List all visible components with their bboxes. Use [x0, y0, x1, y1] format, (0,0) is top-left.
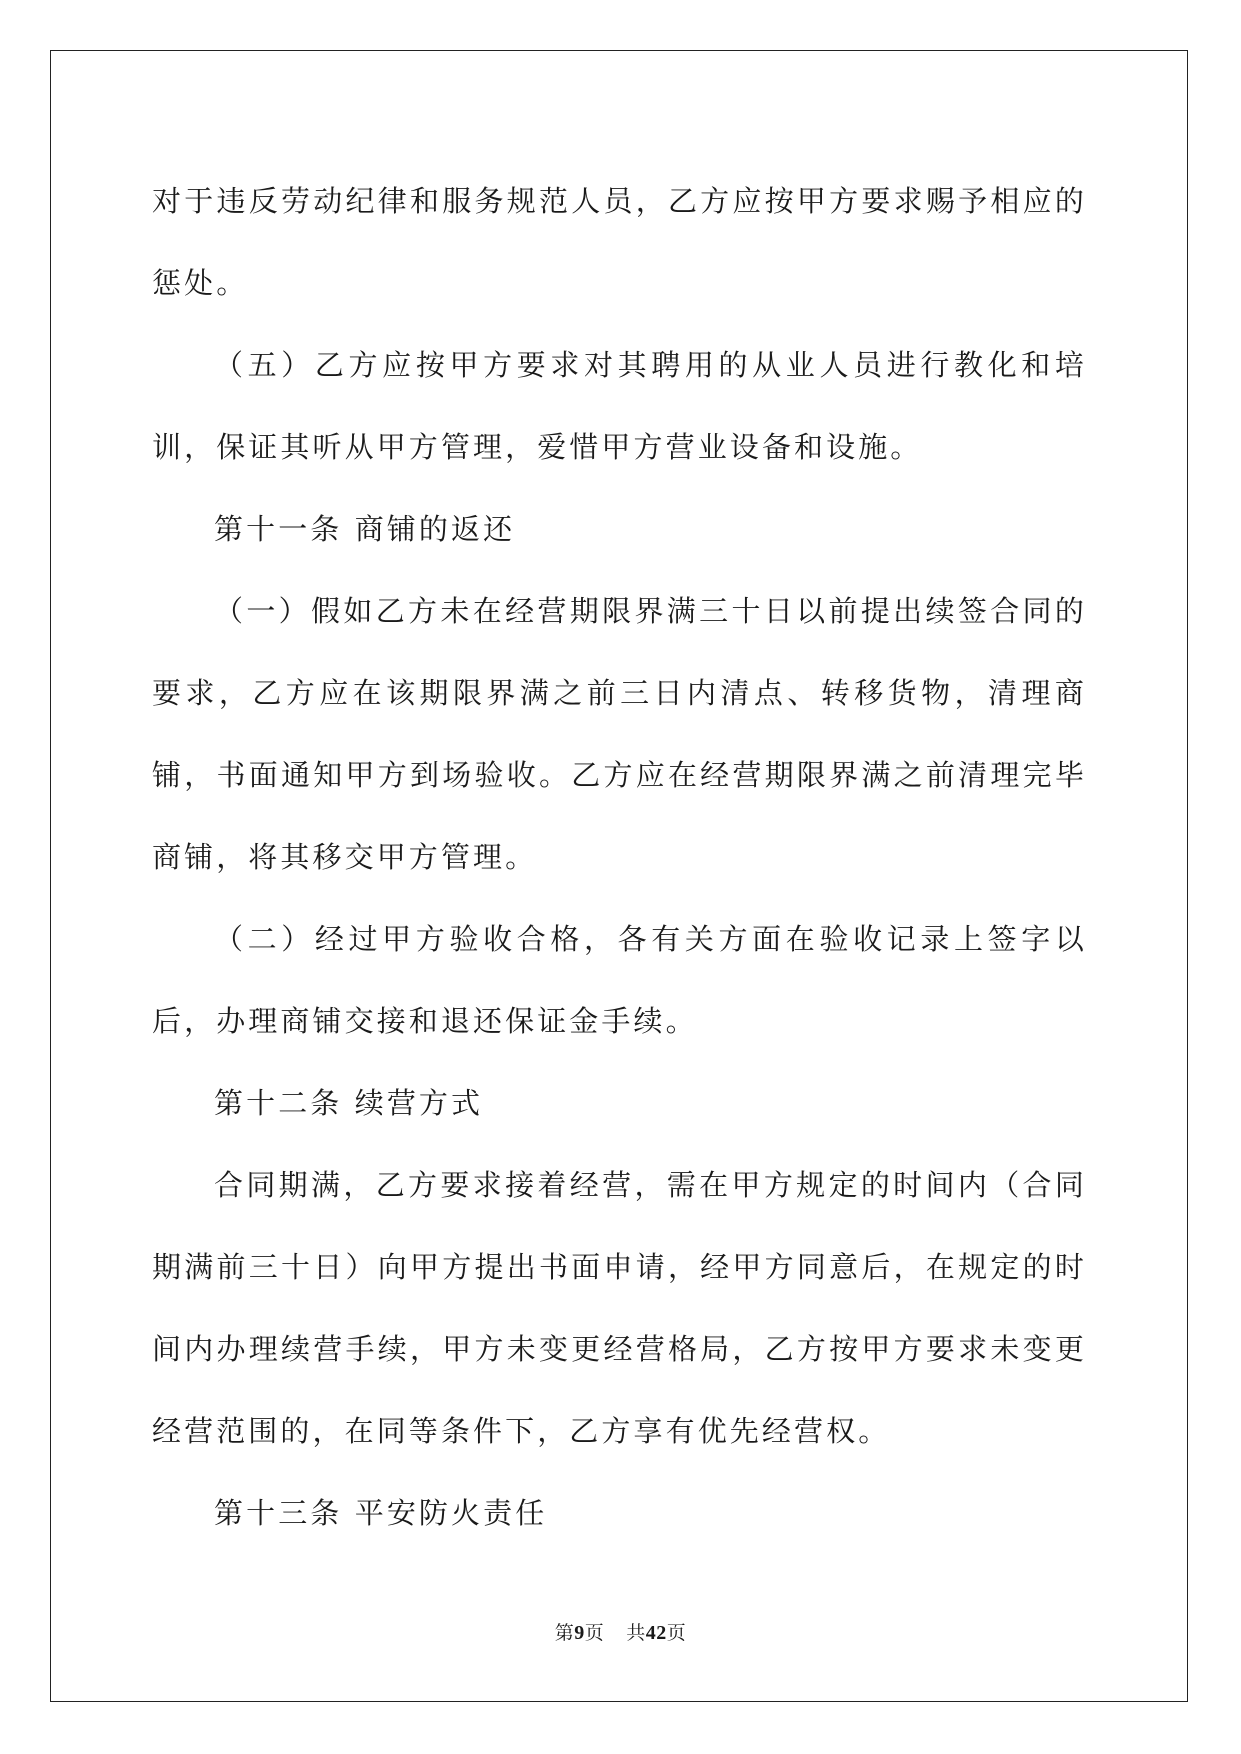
paragraph-penalty-continuation: 对于违反劳动纪律和服务规范人员，乙方应按甲方要求赐予相应的惩处。: [152, 184, 1087, 300]
article-11-heading: 第十一条 商铺的返还: [214, 512, 516, 546]
paragraph-article-11-item-1: （一）假如乙方未在经营期限界满三十日以前提出续签合同的要求，乙方应在该期限界满之前三日内清点、转移货物，清理商铺，书面通知甲方到场验收。乙方应在经营期限界满之前清理完毕商铺，将其移交甲方管理。: [152, 594, 1087, 874]
document-body: [152, 160, 1087, 1554]
footer-page-suffix: 页: [584, 1622, 605, 1644]
page-footer: [0, 1618, 1241, 1645]
footer-total-pages: 42: [645, 1622, 667, 1644]
footer-page-prefix: 第: [554, 1622, 575, 1644]
footer-total-prefix: 共: [626, 1622, 646, 1644]
footer-page-number: 9: [574, 1622, 585, 1644]
paragraph-clause-5-training: （五）乙方应按甲方要求对其聘用的从业人员进行教化和培训，保证其听从甲方管理，爱惜甲方营业设备和设施。: [152, 348, 1087, 464]
article-12-heading: 第十二条 续营方式: [214, 1086, 484, 1120]
paragraph-article-11-item-2: （二）经过甲方验收合格，各有关方面在验收记录上签字以后，办理商铺交接和退还保证金手续。: [152, 922, 1087, 1038]
paragraph-article-12-body: 合同期满，乙方要求接着经营，需在甲方规定的时间内（合同期满前三十日）向甲方提出书面申请，经甲方同意后，在规定的时间内办理续营手续，甲方未变更经营格局，乙方按甲方要求未变更经营范围的，在同等条件下，乙方享有优先经营权。: [152, 1168, 1087, 1448]
article-13-heading: 第十三条 平安防火责任: [214, 1496, 548, 1530]
footer-total-suffix: 页: [666, 1622, 687, 1644]
